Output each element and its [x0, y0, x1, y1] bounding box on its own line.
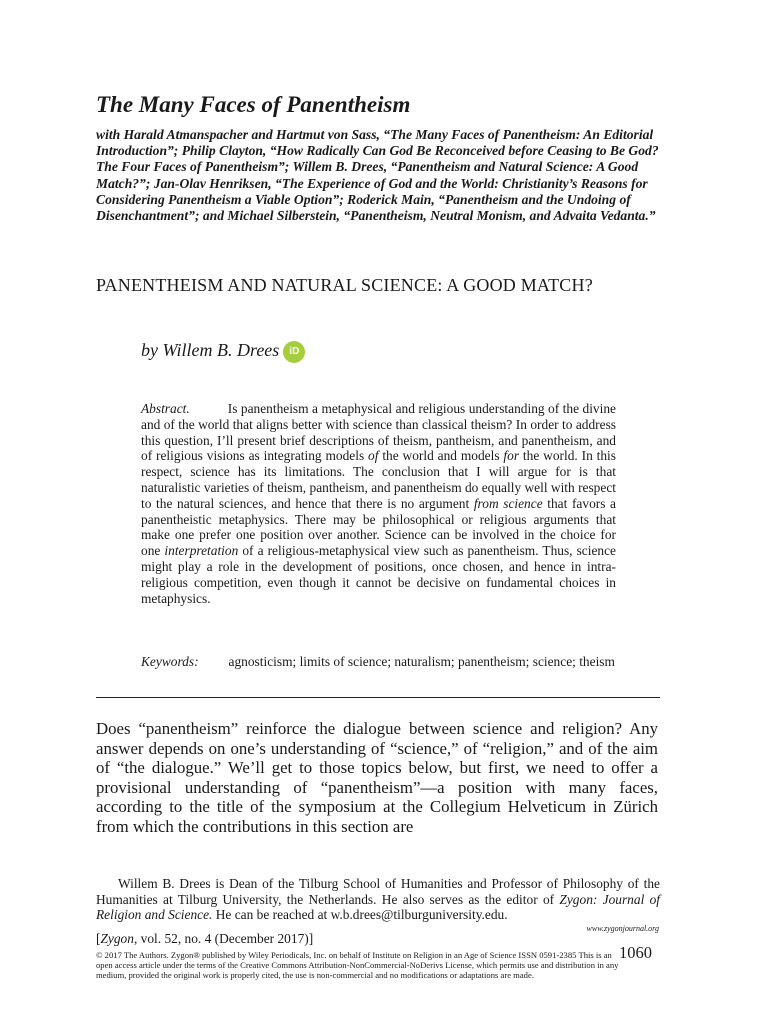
abstract-text-5: of a religious-metaphysical view such as panentheism. Thus, science might play a role in the development of positions, once chosen, and hence in intra-religious competition, even though it cannot be decisive on fundamental choices in metaphysics.	[141, 543, 616, 606]
abstract-label: Abstract.	[141, 401, 190, 416]
author-name: by Willem B. Drees	[141, 340, 280, 360]
citation	[96, 931, 313, 947]
byline	[141, 340, 305, 363]
citation-journal: Zygon	[100, 931, 134, 946]
symposium-title: The Many Faces of Panentheism	[96, 92, 411, 117]
orcid-icon[interactable]: iD	[283, 341, 305, 363]
footnote-text-2: He can be reached at w.b.drees@tilburguniversity.edu.	[212, 907, 508, 923]
abstract-text-4: that favors a panentheistic metaphysics. There may be philosophical or religious arguments that make one prefer one position over another. Science can be involved in the choice for one	[141, 495, 616, 559]
citation-open: [	[96, 931, 101, 946]
article-title: PANENTHEISM AND NATURAL SCIENCE: A GOOD MATCH?	[96, 275, 593, 295]
abstract-text-1: Is panentheism a metaphysical and religious understanding of the divine and of the world that aligns better with science than classical theism? In order to address this question, I’ll present brief descriptions of theism, pantheism, and panentheism, and of religious visions as integrating models	[141, 401, 616, 464]
symposium-contributors: with Harald Atmanspacher and Hartmut von Sass, “The Many Faces of Panentheism: An Editorial Introduction”; Philip Clayton, “How Radically Can God Be Reconceived before Ceasing to Be God? The Four Faces of Panentheism”; Willem B. Drees, “Panentheism and Natural Science: A Good Match?”; Jan-Olav Henriksen, “The Experience of God and the World: Christianity’s Reasons for Considering Panentheism a Viable Option”; Roderick Main, “Panentheism and the Undoing of Disenchantment”; and Michael Silberstein, “Panentheism, Neutral Monism, and Advaita Vedanta.”	[96, 127, 659, 224]
journal-url[interactable]: www.zygonjournal.org	[586, 924, 659, 933]
abstract-text-2: the world and models	[378, 448, 504, 464]
abstract-emphasis-4: interpretation	[164, 543, 239, 559]
abstract-text-3: the world. In this respect, science has its limitations. The conclusion that I will argue for is that naturalistic varieties of theism, pantheism, and panentheism do equally well with respect to the natural sciences, and hence that there is no argument	[141, 448, 616, 511]
author-footnote	[96, 876, 660, 923]
copyright-notice: © 2017 The Authors. Zygon® published by Wiley Periodicals, Inc. on behalf of Institute on Religion in an Age of Science ISSN 0591-2385 This is an open access article under the terms of the Creative Commons Attribution-NonCommercial-NoDerivs License, which permits use and distribution in any medium, provided the original work is properly cited, the use is non-commercial and no modifications or adaptations are made.	[96, 950, 619, 980]
footnote-text-1: Willem B. Drees is Dean of the Tilburg School of Humanities and Professor of Philosophy of the Humanities at Tilburg University, the Netherlands. He also serves as the editor of	[96, 876, 660, 907]
keywords-text: agnosticism; limits of science; naturalism; panentheism; science; theism	[228, 654, 615, 669]
footnote-journal-name: Zygon: Journal of Religion and Science.	[96, 891, 661, 923]
keywords-label: Keywords:	[141, 654, 199, 669]
body-paragraph: Does “panentheism” reinforce the dialogue between science and religion? Any answer depends on one’s understanding of “science,” of “religion,” and of the aim of “the dialogue.” We’ll get to those topics below, but first, we need to offer a provisional understanding of “panentheism”—a position with many faces, according to the title of the symposium at the Collegium Helveticum in Zürich from which the contributions in this section are	[96, 719, 658, 836]
abstract	[141, 401, 616, 606]
page-number: 1060	[619, 943, 652, 962]
abstract-emphasis-1: of	[368, 448, 379, 464]
section-divider	[96, 697, 660, 698]
abstract-emphasis-2: for	[503, 448, 520, 464]
abstract-emphasis-3: from science	[473, 495, 543, 511]
citation-details: , vol. 52, no. 4 (December 2017)]	[133, 931, 314, 946]
keywords	[141, 654, 616, 670]
